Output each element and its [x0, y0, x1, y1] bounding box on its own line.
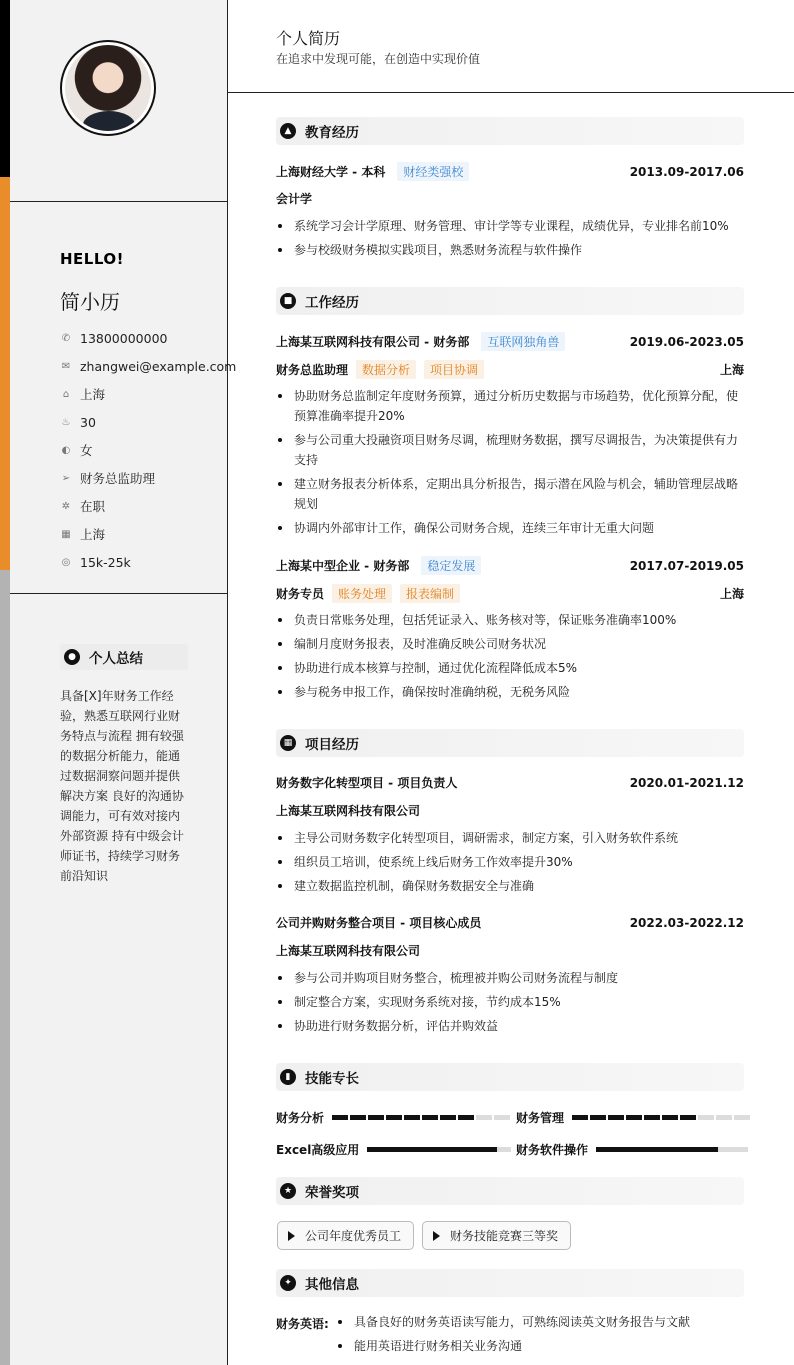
company-tag: 稳定发展 [421, 556, 481, 575]
skill-segment [590, 1115, 606, 1120]
skill-level-bar [572, 1115, 750, 1120]
skill-segment [494, 1115, 510, 1120]
main-content [228, 0, 794, 1365]
list-item: 建立数据监控机制，确保财务数据安全与准确 [276, 876, 744, 896]
section-title: 教育经历 [305, 125, 359, 141]
phone-icon: ✆ [61, 332, 71, 344]
work-heading [276, 287, 744, 315]
phone-value: 13800000000 [80, 330, 168, 346]
list-item: 制定整合方案，实现财务系统对接，节约成本15% [276, 992, 744, 1012]
accent-bar-black [0, 0, 10, 177]
sidebar-divider [10, 593, 228, 594]
job-city: 上海 [719, 363, 744, 377]
major: 会计学 [276, 192, 313, 206]
skill-segment [680, 1115, 696, 1120]
skill-segment [608, 1115, 624, 1120]
award-name: 财务技能竞赛三等奖 [450, 1229, 559, 1243]
section-title: 技能专长 [305, 1071, 359, 1087]
skills-heading [276, 1063, 744, 1091]
info-item [60, 324, 236, 352]
info-item [60, 436, 236, 464]
status-icon: ✲ [61, 500, 71, 512]
skill-name: Excel高级应用 [276, 1143, 360, 1157]
award-item [277, 1221, 414, 1250]
award-icon: ★ [280, 1183, 296, 1199]
project-date: 2020.01-2021.12 [629, 775, 744, 790]
summary-text: 具备[X]年财务工作经验，熟悉互联网行业财务特点与流程 拥有较强的数据分析能力，能通过数据洞察问题并提供解决方案 良好的沟通协调能力，可有效对接内外部资源 持有中级会计师证书，持续学习财务前沿知识 [60, 689, 184, 883]
job-role-row [276, 584, 744, 603]
job-role-row [276, 360, 744, 379]
skill-item [276, 1141, 511, 1158]
skill-segment [734, 1115, 750, 1120]
project-name: 公司并购财务整合项目 - 项目核心成员 [276, 916, 482, 930]
skill-item [276, 1109, 510, 1126]
list-item: 参与税务申报工作，确保按时准确纳税，无税务风险 [276, 682, 744, 702]
building-icon: ▦ [61, 528, 71, 540]
project-name: 财务数字化转型项目 - 项目负责人 [276, 776, 458, 790]
skill-segment [422, 1115, 438, 1120]
gender-icon: ◐ [61, 444, 71, 456]
page-title: 个人简历 [276, 29, 341, 48]
job-role: 财务总监助理 [276, 363, 349, 377]
skill-name: 财务管理 [516, 1111, 565, 1125]
project-company-row [276, 942, 744, 959]
list-item: 参与公司并购项目财务整合，梳理被并购公司财务流程与制度 [276, 968, 744, 988]
job-role: 财务专员 [276, 587, 325, 601]
education-date: 2013.09-2017.06 [629, 164, 744, 179]
accent-bar-orange [0, 177, 10, 570]
info-item [60, 352, 236, 380]
briefcase-icon: ■ [280, 293, 296, 309]
skill-level-fill [367, 1147, 497, 1152]
list-item: 协助进行成本核算与控制，通过优化流程降低成本5% [276, 658, 744, 678]
school-tag: 财经类强校 [397, 162, 469, 181]
info-icon: ✦ [280, 1275, 296, 1291]
summary-title: 个人总结 [89, 651, 143, 667]
home-icon: ⌂ [62, 388, 70, 400]
school-name: 上海财经大学 - 本科 [276, 165, 386, 179]
list-item: 能用英语进行财务相关业务沟通 [334, 1336, 754, 1356]
job-row [276, 332, 744, 351]
skill-segment [476, 1115, 492, 1120]
skill-segment [368, 1115, 384, 1120]
company-name: 上海某互联网科技有限公司 - 财务部 [276, 335, 470, 349]
summary-heading [60, 644, 188, 670]
list-item: 参与公司重大投融资项目财务尽调，梳理财务数据，撰写尽调报告，为决策提供有力支持 [276, 430, 744, 470]
info-item [60, 548, 236, 576]
skill-item [516, 1109, 750, 1126]
target-city-value: 上海 [80, 527, 106, 542]
section-title: 其他信息 [305, 1277, 359, 1293]
awards-heading [276, 1177, 744, 1205]
status-value: 在职 [80, 499, 106, 514]
project-date: 2022.03-2022.12 [629, 915, 744, 930]
send-icon: ➢ [61, 472, 71, 484]
accent-bar-gray [0, 570, 10, 1365]
skill-segment [698, 1115, 714, 1120]
skill-segment [626, 1115, 642, 1120]
job-date: 2019.06-2023.05 [629, 334, 744, 349]
skill-segment [716, 1115, 732, 1120]
skill-item [516, 1141, 748, 1158]
list-item: 协调内外部审计工作，确保公司财务合规，连续三年审计无重大问题 [276, 518, 744, 538]
salary-value: 15k-25k [80, 554, 131, 570]
page-subtitle: 在追求中发现可能，在创造中实现价值 [276, 52, 481, 66]
skill-level-bar [332, 1115, 510, 1120]
hello-text: HELLO! [60, 250, 124, 268]
skill-tag: 报表编制 [400, 584, 460, 603]
skill-segment [386, 1115, 402, 1120]
list-item: 协助进行财务数据分析，评估并购效益 [276, 1016, 744, 1036]
project-company: 上海某互联网科技有限公司 [276, 804, 421, 818]
cake-icon: ♨ [61, 416, 71, 428]
project-company: 上海某互联网科技有限公司 [276, 944, 421, 958]
job-city: 上海 [719, 587, 744, 601]
list-item: 组织员工培训，使系统上线后财务工作效率提升30% [276, 852, 744, 872]
location-value: 上海 [80, 387, 106, 402]
avatar-photo [65, 45, 151, 131]
company-tag: 互联网独角兽 [481, 332, 565, 351]
avatar [60, 40, 156, 136]
project-bullets [276, 968, 744, 1040]
project-company-row [276, 802, 744, 819]
sidebar-divider [10, 201, 228, 202]
list-item: 协助财务总监制定年度财务预算，通过分析历史数据与市场趋势，优化预算分配，使预算准确率提升20% [276, 386, 744, 426]
grid-icon: ▦ [280, 735, 296, 751]
person-name: 简小历 [60, 290, 120, 314]
skill-segment [662, 1115, 678, 1120]
info-item [60, 464, 236, 492]
skill-level-bar [596, 1147, 748, 1152]
skill-level-bar [367, 1147, 511, 1152]
email-value: zhangwei@example.com [80, 358, 237, 374]
skill-tag: 项目协调 [424, 360, 484, 379]
graduation-cap-icon: ▲ [280, 123, 296, 139]
list-item: 参与校级财务模拟实践项目，熟悉财务流程与软件操作 [276, 240, 744, 260]
job-bullets [276, 386, 744, 542]
project-row [276, 774, 744, 791]
target-position-value: 财务总监助理 [80, 471, 156, 486]
award-item [422, 1221, 571, 1250]
skill-tag: 账务处理 [332, 584, 392, 603]
skill-tag: 数据分析 [356, 360, 416, 379]
info-item [60, 520, 236, 548]
skill-name: 财务分析 [276, 1111, 325, 1125]
list-item: 系统学习会计学原理、财务管理、审计学等专业课程，成绩优异，专业排名前10% [276, 216, 744, 236]
contact-info-list [60, 324, 236, 576]
section-title: 项目经历 [305, 737, 359, 753]
sidebar [10, 0, 237, 1365]
project-bullets [276, 828, 744, 900]
education-bullets [276, 216, 744, 264]
other-heading [276, 1269, 744, 1297]
list-item: 负责日常账务处理，包括凭证录入、账务核对等，保证账务准确率100% [276, 610, 744, 630]
education-row [276, 162, 744, 181]
gender-value: 女 [80, 443, 93, 458]
list-item: 建立财务报表分析体系，定期出具分析报告，揭示潜在风险与机会，辅助管理层战略规划 [276, 474, 744, 514]
skill-segment [440, 1115, 456, 1120]
education-heading [276, 117, 744, 145]
user-icon: ● [64, 649, 80, 665]
projects-heading [276, 729, 744, 757]
age-value: 30 [80, 414, 96, 430]
salary-icon: ◎ [61, 556, 71, 568]
play-icon [433, 1231, 440, 1241]
project-row [276, 914, 744, 931]
skill-segment [332, 1115, 348, 1120]
info-item [60, 492, 236, 520]
bar-chart-icon: ▮ [280, 1069, 296, 1085]
other-bullets [334, 1312, 754, 1360]
list-item: 编制月度财务报表，及时准确反映公司财务状况 [276, 634, 744, 654]
section-title: 工作经历 [305, 295, 359, 311]
list-item: 具备良好的财务英语读写能力，可熟练阅读英文财务报告与文献 [334, 1312, 754, 1332]
job-row [276, 556, 744, 575]
list-item: 主导公司财务数字化转型项目，调研需求，制定方案，引入财务软件系统 [276, 828, 744, 848]
major-row [276, 190, 744, 207]
skill-segment [350, 1115, 366, 1120]
skill-segment [572, 1115, 588, 1120]
skill-segment [644, 1115, 660, 1120]
job-bullets [276, 610, 744, 706]
header-divider [228, 92, 794, 93]
section-title: 荣誉奖项 [305, 1185, 359, 1201]
accent-bar [0, 0, 10, 1365]
play-icon [288, 1231, 295, 1241]
info-item [60, 408, 236, 436]
skill-level-fill [596, 1147, 718, 1152]
mail-icon: ✉ [61, 360, 71, 372]
other-label: 财务英语: [276, 1317, 329, 1331]
info-item [60, 380, 236, 408]
company-name: 上海某中型企业 - 财务部 [276, 559, 410, 573]
skill-name: 财务软件操作 [516, 1143, 589, 1157]
skill-segment [458, 1115, 474, 1120]
skill-segment [404, 1115, 420, 1120]
award-name: 公司年度优秀员工 [305, 1229, 402, 1243]
job-date: 2017.07-2019.05 [629, 558, 744, 573]
